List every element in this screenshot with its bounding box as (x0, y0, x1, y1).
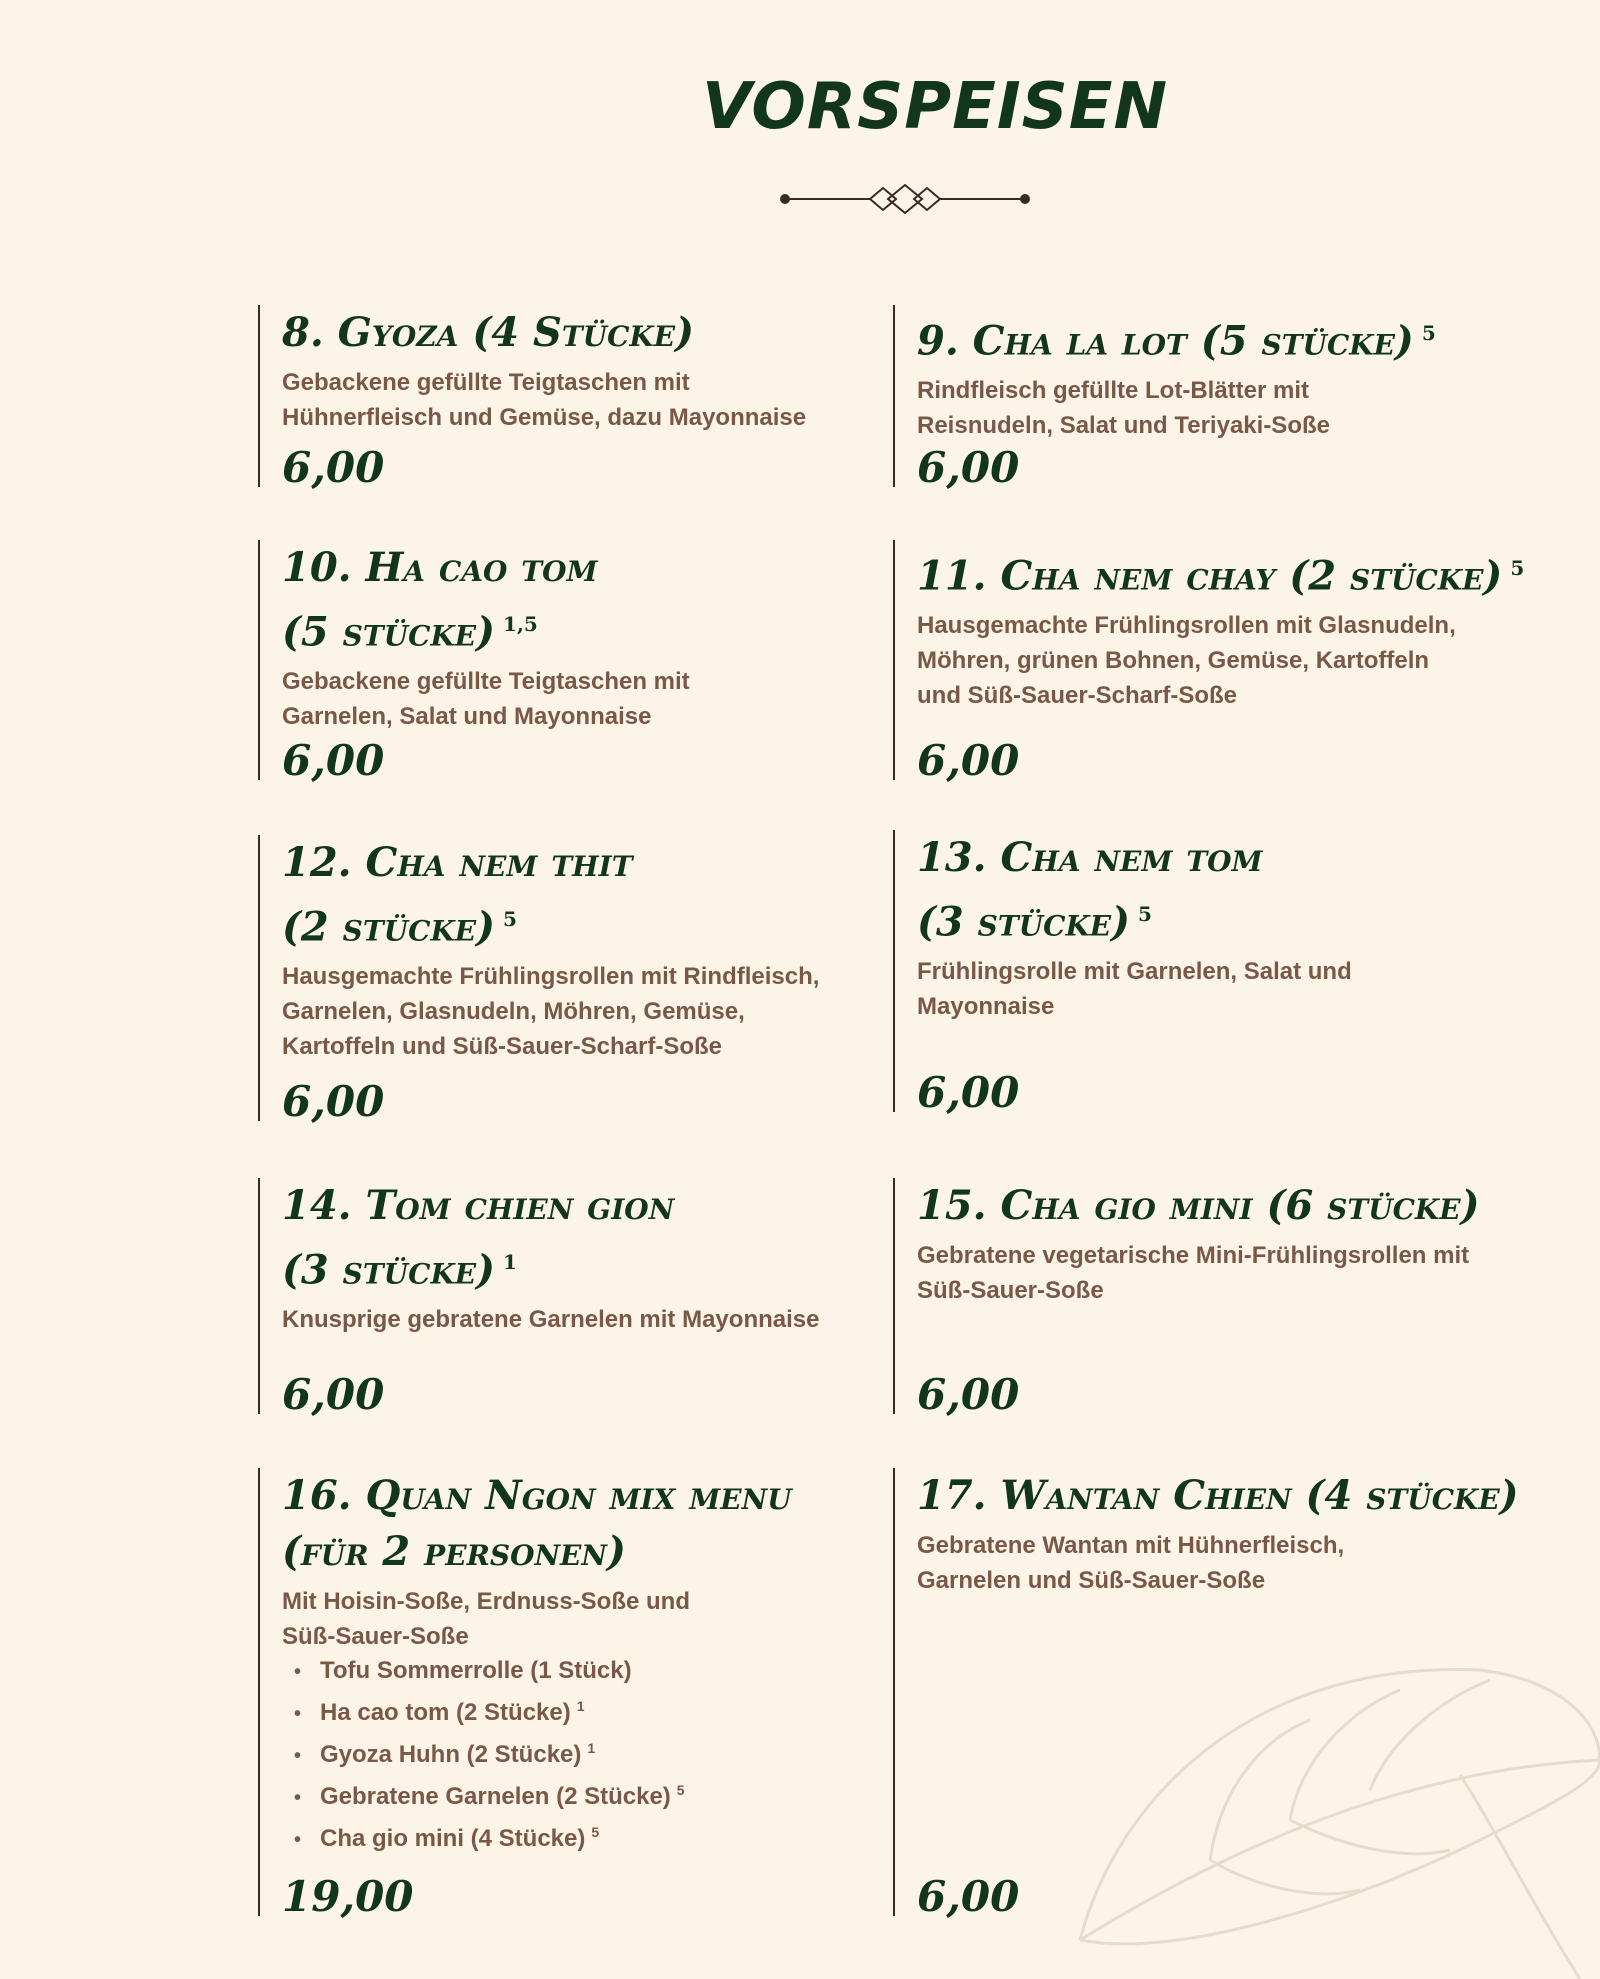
allergen-ref: 5 (676, 1782, 685, 1798)
item-title (917, 1468, 1543, 1524)
item-price: 6,00 (917, 443, 1020, 492)
mix-menu-item-text: Tofu Sommerrolle (1 Stück) (320, 1657, 632, 1684)
mix-menu-list-item (294, 1654, 898, 1689)
item-title-line: (5 stücke) $^{1,5}$ (282, 608, 538, 656)
item-title (917, 1178, 1573, 1234)
item-price: 19,00 (282, 1872, 414, 1921)
item-title-line: 9. Cha la lot (5 stücke) $^5$ (917, 317, 1436, 365)
item-description (917, 373, 1543, 443)
allergen-ref: 5 (503, 907, 517, 931)
item-title-line: (2 stücke) $^5$ (282, 903, 517, 951)
item-title-line: 11. Cha nem chay (2 stücke) $^5$ (917, 552, 1525, 600)
menu-item (893, 830, 1543, 1117)
item-description (917, 608, 1573, 713)
allergen-ref: 1 (503, 1250, 517, 1274)
menu-item (258, 1468, 898, 1921)
item-price: 6,00 (282, 736, 385, 785)
allergen-ref: 1,5 (503, 612, 538, 636)
bullet-dot: • (294, 1745, 302, 1767)
item-title (282, 540, 858, 660)
mix-menu-item-text: Gyoza Huhn (2 Stücke) (320, 1741, 582, 1768)
item-description-line: Mayonnaise (917, 993, 1055, 1021)
mix-menu-list-item (294, 1773, 898, 1815)
item-title-line: 12. Cha nem thit (282, 839, 633, 886)
item-description-line: Mit Hoisin-Soße, Erdnuss-Soße und (282, 1588, 690, 1615)
item-price: 6,00 (282, 1077, 385, 1126)
item-description-line: Süß-Sauer-Soße (282, 1623, 469, 1650)
mix-menu-list-item (294, 1689, 898, 1731)
item-description (917, 1528, 1543, 1598)
mix-menu-item-text: Cha gio mini (4 Stücke) (320, 1825, 586, 1852)
item-title-line: 13. Cha nem tom (917, 834, 1263, 881)
item-description (917, 1238, 1573, 1308)
item-description-line: und Süß-Sauer-Scharf-Soße (917, 682, 1238, 710)
item-title-line: (3 stücke) $^1$ (282, 1246, 517, 1294)
item-title-line: 10. Ha cao tom (282, 544, 598, 591)
mix-menu-item-text: Gebratene Garnelen (2 Stücke) (320, 1783, 671, 1810)
bullet-dot: • (294, 1787, 302, 1809)
item-description-line: Hausgemachte Frühlingsrollen mit Glasnudeln, (917, 612, 1456, 640)
mix-menu-list-item (294, 1731, 898, 1773)
menu-item (893, 1178, 1573, 1419)
page-title: VORSPEISEN (702, 70, 1168, 144)
bullet-dot: • (294, 1829, 302, 1851)
allergen-ref: 5 (1510, 556, 1525, 580)
menu-item (258, 1178, 898, 1419)
item-description (282, 1584, 898, 1654)
allergen-ref: 5 (1421, 321, 1436, 345)
mix-menu-list (282, 1654, 898, 1857)
mix-menu-list-item (294, 1815, 898, 1857)
item-title-line: (für 2 personen) (282, 1528, 626, 1575)
menu-item (893, 540, 1573, 785)
item-price: 6,00 (917, 1370, 1020, 1419)
item-description-line: Rindfleisch gefüllte Lot-Blätter mit (917, 377, 1310, 405)
item-price: 6,00 (917, 1068, 1020, 1117)
item-description (282, 1302, 898, 1337)
item-description-line: Möhren, grünen Bohnen, Gemüse, Kartoffeln (917, 647, 1430, 675)
item-description-line: Hühnerfleisch und Gemüse, dazu Mayonnaise (282, 404, 807, 431)
item-description-line: Garnelen, Salat und Mayonnaise (282, 703, 652, 731)
item-description (282, 365, 838, 435)
allergen-ref: 1 (576, 1698, 585, 1714)
item-title-line: 15. Cha gio mini (6 stücke) (917, 1182, 1480, 1229)
item-title (282, 1468, 898, 1580)
item-description-line: Gebratene Wantan mit Hühnerfleisch, (917, 1532, 1345, 1559)
item-description-line: Gebratene vegetarische Mini-Frühlingsrollen mit (917, 1242, 1470, 1269)
item-description (282, 664, 858, 734)
ornament-divider (775, 184, 1035, 214)
item-title (282, 835, 898, 955)
menu-item (893, 1468, 1543, 1921)
menu-item (258, 835, 898, 1126)
allergen-ref: 5 (1138, 902, 1152, 926)
item-price: 6,00 (282, 443, 385, 492)
item-title-line: 17. Wantan Chien (4 stücke) (917, 1472, 1519, 1519)
item-title-line: (3 stücke) $^5$ (917, 898, 1152, 946)
bullet-dot: • (294, 1661, 302, 1683)
item-description-line: Gebackene gefüllte Teigtaschen mit (282, 668, 690, 696)
item-title (282, 305, 838, 361)
item-description-line: Kartoffeln und Süß-Sauer-Scharf-Soße (282, 1033, 723, 1061)
item-price: 6,00 (282, 1370, 385, 1419)
item-description-line: Reisnudeln, Salat und Teriyaki-Soße (917, 412, 1330, 440)
item-description (917, 954, 1543, 1024)
allergen-ref: 1 (587, 1740, 596, 1756)
item-description (282, 959, 898, 1064)
item-title (917, 305, 1543, 369)
item-title-line: 14. Tom chien gion (282, 1182, 675, 1229)
bullet-dot: • (294, 1703, 302, 1725)
item-title-line: 8. Gyoza (4 Stücke) (282, 309, 695, 356)
allergen-ref: 5 (591, 1824, 600, 1840)
item-description-line: Knusprige gebratene Garnelen mit Mayonnaise (282, 1306, 820, 1334)
item-title (917, 540, 1573, 604)
menu-item (258, 540, 858, 785)
menu-item (893, 305, 1543, 492)
item-description-line: Gebackene gefüllte Teigtaschen mit (282, 369, 690, 396)
item-description-line: Süß-Sauer-Soße (917, 1277, 1104, 1304)
mix-menu-item-text: Ha cao tom (2 Stücke) (320, 1699, 571, 1726)
item-description-line: Hausgemachte Frühlingsrollen mit Rindfleisch, (282, 963, 820, 991)
item-title (282, 1178, 898, 1298)
item-title (917, 830, 1543, 950)
item-title-line: 16. Quan Ngon mix menu (282, 1472, 792, 1519)
item-price: 6,00 (917, 736, 1020, 785)
item-description-line: Garnelen und Süß-Sauer-Soße (917, 1567, 1266, 1594)
menu-item (258, 305, 838, 492)
item-description-line: Garnelen, Glasnudeln, Möhren, Gemüse, (282, 998, 745, 1026)
item-description-line: Frühlingsrolle mit Garnelen, Salat und (917, 958, 1352, 986)
item-price: 6,00 (917, 1872, 1020, 1921)
